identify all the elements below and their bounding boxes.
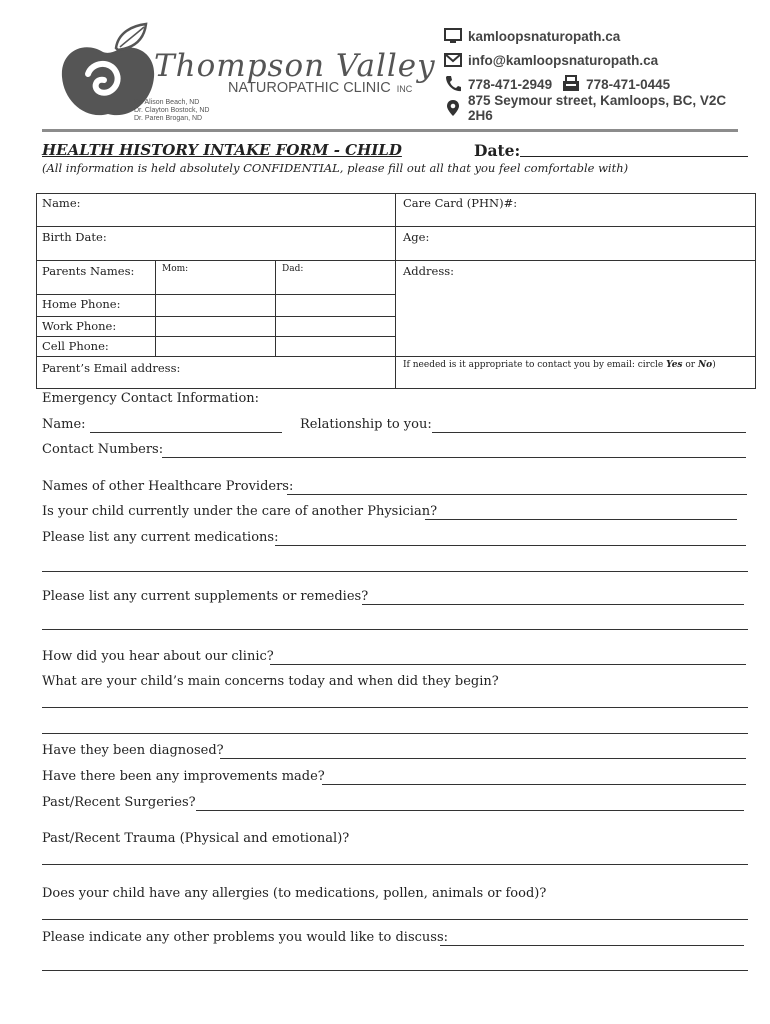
address-label: Address:	[403, 264, 455, 278]
date-label: Date:	[474, 141, 521, 160]
emergency-heading: Emergency Contact Information:	[42, 391, 260, 406]
medications-label: Please list any current medications:	[42, 530, 279, 545]
table-rule	[36, 226, 756, 227]
email-link[interactable]: info@kamloopsnaturopath.ca	[468, 52, 659, 68]
dad-label: Dad:	[282, 264, 304, 274]
improvements-field[interactable]	[322, 784, 746, 785]
email-consent-prefix: If needed is it appropriate to contact you by email: circle	[403, 360, 667, 370]
clinic-logo	[58, 22, 438, 132]
website-link[interactable]: kamloopsnaturopath.ca	[468, 28, 621, 44]
doctor-name: Dr. Alison Beach, ND	[134, 99, 200, 106]
table-rule	[275, 260, 276, 356]
supplements-label: Please list any current supplements or remedies?	[42, 589, 369, 604]
envelope-icon	[444, 51, 462, 69]
concerns-label: What are your child’s main concerns today and when did they begin?	[42, 674, 499, 689]
trauma-label: Past/Recent Trauma (Physical and emotional)?	[42, 831, 350, 846]
home-phone-label: Home Phone:	[42, 297, 121, 311]
patient-info-table	[36, 193, 756, 389]
table-border	[36, 193, 37, 389]
trauma-field[interactable]	[42, 864, 748, 865]
physician-label: Is your child currently under the care of another Physician?	[42, 504, 438, 519]
providers-field[interactable]	[287, 494, 747, 495]
name-label: Name:	[42, 196, 81, 210]
address-row	[444, 93, 744, 123]
table-border	[755, 193, 756, 389]
contact-numbers-label: Contact Numbers:	[42, 442, 164, 457]
supplements-field-line-2[interactable]	[42, 629, 748, 630]
diagnosed-field[interactable]	[220, 758, 746, 759]
form-title: HEALTH HISTORY INTAKE FORM - CHILD	[42, 141, 402, 159]
work-phone-label: Work Phone:	[42, 319, 117, 333]
table-border	[36, 388, 756, 389]
header-divider	[42, 129, 738, 132]
parents-names-label: Parents Names:	[42, 264, 135, 278]
fax-icon	[562, 75, 580, 93]
surgeries-field[interactable]	[196, 810, 744, 811]
email-consent-yes[interactable]: Yes	[666, 360, 683, 370]
email-consent-or: or	[682, 360, 698, 370]
allergies-label: Does your child have any allergies (to medications, pollen, animals or food)?	[42, 886, 547, 901]
clinic-address: 875 Seymour street, Kamloops, BC, V2C 2H6	[468, 93, 727, 123]
table-rule	[36, 356, 756, 357]
email-row	[444, 48, 744, 72]
doctor-list	[134, 99, 209, 123]
clinic-suffix: INC	[396, 84, 413, 94]
emergency-name-label: Name:	[42, 417, 86, 432]
emergency-name-field[interactable]	[90, 432, 282, 433]
doctor-name: Dr. Clayton Bostock, ND	[134, 107, 210, 114]
care-card-label: Care Card (PHN)#:	[403, 196, 518, 210]
allergies-field[interactable]	[42, 919, 748, 920]
medications-field[interactable]	[275, 545, 746, 546]
fax-number: 778-471-0445	[586, 76, 671, 92]
hear-about-field[interactable]	[270, 664, 746, 665]
date-field[interactable]	[520, 156, 748, 157]
other-problems-field[interactable]	[440, 945, 744, 946]
monitor-icon	[444, 27, 462, 45]
concerns-field-line-2[interactable]	[42, 733, 748, 734]
email-consent-suffix: )	[712, 360, 716, 370]
contact-numbers-field[interactable]	[162, 457, 746, 458]
table-rule	[36, 336, 395, 337]
phone-icon	[444, 75, 462, 93]
location-pin-icon	[444, 99, 462, 117]
improvements-label: Have there been any improvements made?	[42, 769, 325, 784]
table-rule	[36, 294, 395, 295]
website-row	[444, 24, 744, 48]
mom-label: Mom:	[162, 264, 189, 274]
email-consent-note	[403, 360, 716, 370]
diagnosed-label: Have they been diagnosed?	[42, 743, 224, 758]
relationship-label: Relationship to you:	[300, 417, 432, 432]
other-problems-label: Please indicate any other problems you would like to discuss:	[42, 930, 449, 945]
physician-field[interactable]	[425, 519, 737, 520]
clinic-subtitle-text: NATUROPATHIC CLINIC	[228, 80, 391, 96]
clinic-subtitle	[228, 80, 412, 96]
table-rule	[36, 316, 395, 317]
clinic-name: Thompson Valley	[154, 48, 436, 84]
table-rule	[155, 260, 156, 356]
table-rule	[395, 193, 396, 389]
providers-label: Names of other Healthcare Providers:	[42, 479, 294, 494]
doctor-name: Dr. Paren Brogan, ND	[134, 115, 203, 122]
table-border	[36, 193, 756, 194]
birth-date-label: Birth Date:	[42, 230, 107, 244]
relationship-field[interactable]	[432, 432, 746, 433]
medications-field-line-2[interactable]	[42, 571, 748, 572]
cell-phone-label: Cell Phone:	[42, 339, 109, 353]
surgeries-label: Past/Recent Surgeries?	[42, 795, 196, 810]
email-consent-no[interactable]: No	[697, 360, 713, 370]
table-rule	[36, 260, 756, 261]
confidentiality-note: (All information is held absolutely CONFIDENTIAL, please fill out all that you feel comfortable with)	[42, 161, 629, 175]
concerns-field-line-1[interactable]	[42, 707, 748, 708]
supplements-field[interactable]	[362, 604, 744, 605]
other-problems-field-line-2[interactable]	[42, 970, 748, 971]
hear-about-label: How did you hear about our clinic?	[42, 649, 274, 664]
phone-number: 778-471-2949	[468, 76, 553, 92]
contact-info	[444, 24, 744, 123]
parent-email-label: Parent’s Email address:	[42, 361, 181, 375]
age-label: Age:	[403, 230, 430, 244]
